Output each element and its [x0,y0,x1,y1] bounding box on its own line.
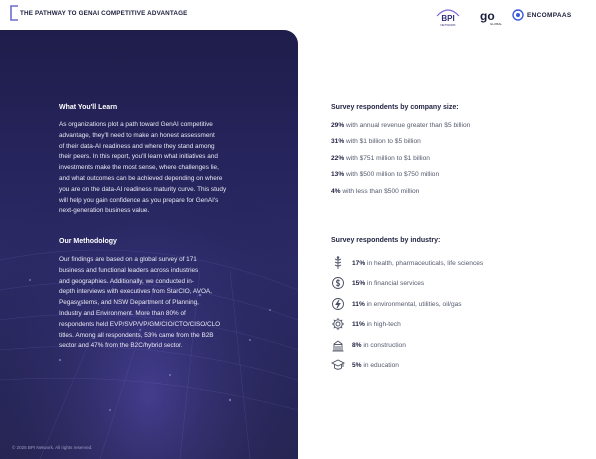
go-global-logo [478,8,508,26]
methodology-heading: Our Methodology [59,238,117,245]
encompaas-logo-text: ENCOMPAAS [527,11,572,19]
svg-text:NETWORK: NETWORK [440,23,456,27]
report-title: THE PATHWAY TO GENAI COMPETITIVE ADVANTAGE [20,10,188,17]
company-size-row: 4% with less than $500 million [331,188,420,195]
svg-text:go: go [480,9,495,23]
industry-row: 11% in high-tech [331,317,401,331]
education-icon [331,358,345,372]
industry-row: 11% in environmental, utilities, oil/gas [331,297,462,311]
company-size-row: 31% with $1 billion to $5 billion [331,138,421,145]
industry-row: 15% in financial services [331,276,424,290]
bpi-network-logo [434,7,462,27]
building-icon [331,338,345,352]
network-background-graphic [0,30,298,459]
page-header [0,0,596,30]
learn-body: As organizations plot a path toward GenAI competitive advantage, they'll need to make an honest assessment of their data-AI readiness and where they stand among their peers. In this report, you'll learn what initiatives and investments make the most sense, where challenges lie, and what outcomes can be achieved depending on where you are on the data-AI readiness maturity curve. This study will help you gain confidence as you prepare for GenAI's next-generation business value. [59,121,227,215]
industry-row: 5% in education [331,358,399,372]
company-size-heading: Survey respondents by company size: [331,104,459,111]
company-size-row: 29% with annual revenue greater than $5 billion [331,122,471,129]
methodology-body: Our findings are based on a global survey of 171 business and functional leaders across industries and geographies. Additionally, we conducted in- depth interviews with executives from StarCIO, AVOA, Pegasystems, and NSW Department of Planning, Industry and Environment. More than 80% of respondents held EVP/SVP/VP/GM/CIO/CTO/CISO/CLO titles. Among all respondents, 53% came from the B2B sector and 47% from the B2C/hybrid sector. [59,256,221,350]
encompaas-logo [512,8,571,22]
gear-icon [331,317,345,331]
svg-text:BPI: BPI [441,14,455,23]
industry-row: 17% in health, pharmaceuticals, life sciences [331,256,483,270]
health-icon [331,256,345,270]
company-size-row: 13% with $500 million to $750 million [331,171,440,178]
industry-row: 8% in construction [331,338,406,352]
company-size-row: 22% with $751 million to $1 billion [331,155,430,162]
encompaas-mark-icon [512,9,524,21]
learn-heading: What You'll Learn [59,104,118,111]
money-icon [331,276,345,290]
svg-text:GLOBAL: GLOBAL [490,22,503,26]
intro-panel [0,30,298,459]
energy-icon [331,297,345,311]
copyright-footer: © 2025 BPI Network. All rights reserved. [12,445,93,450]
industry-heading: Survey respondents by industry: [331,237,441,244]
title-bracket-icon [9,5,20,21]
